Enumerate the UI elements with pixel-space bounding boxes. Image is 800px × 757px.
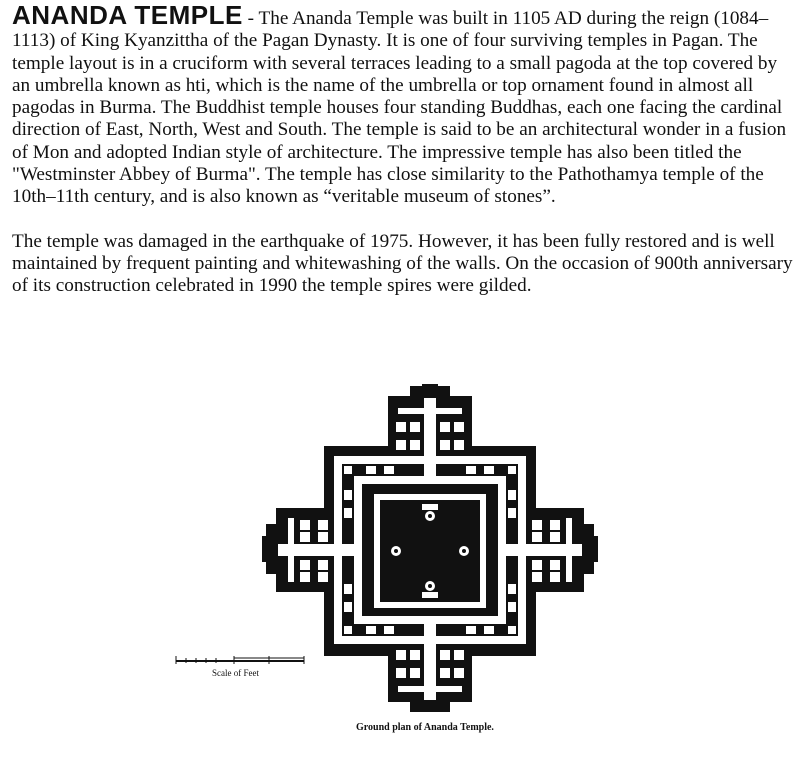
ground-plan-drawing: [262, 384, 598, 714]
title-separator: -: [242, 8, 259, 29]
page-title: ANANDA TEMPLE: [12, 0, 243, 30]
figure-caption: Ground plan of Ananda Temple.: [356, 722, 494, 733]
paragraph-1-text: The Ananda Temple was built in 1105 AD during the reign (1084–1113) of King Kyanzittha of the Pagan Dynasty. It is one of four surviving temples in Pagan. The temple layout is in a cruciform with several terraces leading to a small pagoda at the top covered by an umbrella known as hti, which is the name of the umbrella or top ornament found in almost all pagodas in Burma. The Buddhist temple houses four standing Buddhas, each one facing the cardinal direction of East, North, West and South. The temple is said to be an architectural wonder in a fusion of Mon and adopted Indian style of architecture. The impressive temple has also been titled the "Westminster Abbey of Burma". The temple has close similarity to the Pathothamya temple of the 10th–11th century, and is also known as “veritable museum of stones”.: [12, 8, 787, 208]
scale-bar: [174, 652, 306, 666]
paragraph-1: [12, 0, 794, 209]
scale-label: Scale of Feet: [212, 668, 259, 678]
paragraph-2: The temple was damaged in the earthquake of 1975. However, it has been fully restored and is well maintained by frequent painting and whitewashing of the walls. On the occasion of 900th anniversary of its construction celebrated in 1990 the temple spires were gilded.: [12, 230, 793, 297]
article-text: [12, 0, 794, 298]
